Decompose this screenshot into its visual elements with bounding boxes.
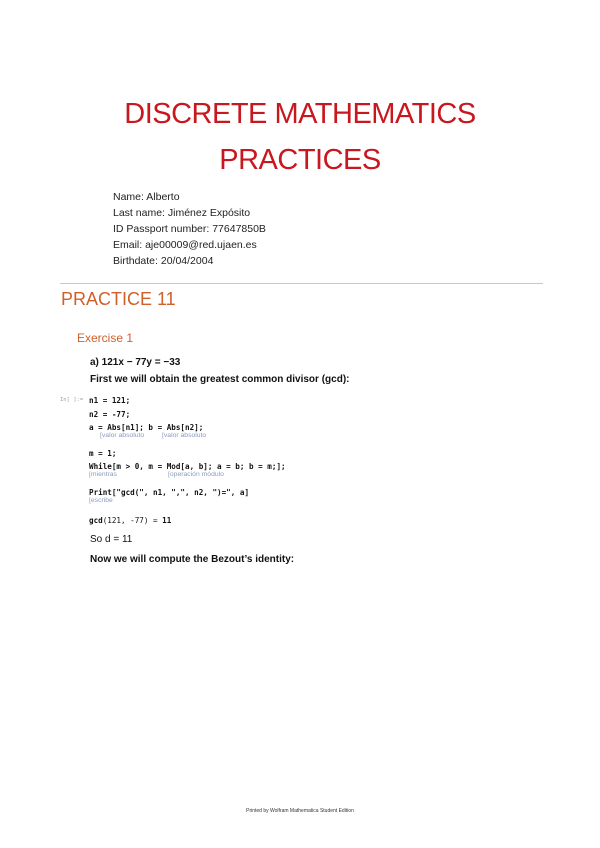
- output-args: (121, -77): [102, 516, 149, 525]
- code-line-5[interactable]: While[m > 0, m = Mod[a, b]; a = b; b = m;];: [89, 462, 286, 471]
- hint-abs-2: [valor absoluto: [162, 432, 207, 439]
- hint-print-text: escribe: [90, 497, 113, 504]
- hint-while: [mientras: [89, 471, 117, 478]
- title-line-2: PRACTICES: [219, 144, 381, 176]
- info-passport: ID Passport number: 77647850B: [113, 223, 266, 235]
- info-birthdate: Birthdate: 20/04/2004: [113, 255, 214, 267]
- next-heading: Now we will compute the Bezout’s identity:: [90, 554, 295, 565]
- hint-abs-1-text: valor absoluto: [101, 432, 145, 439]
- print-footer: Printed by Wolfram Mathematica Student Edition: [246, 808, 354, 814]
- info-email: Email: aje00009@red.ujaen.es: [113, 239, 257, 251]
- info-lastname: Last name: Jiménez Expósito: [113, 207, 251, 219]
- info-name: Name: Alberto: [113, 191, 180, 203]
- hint-mod: [operación módulo: [168, 471, 224, 478]
- output-prefix: gcd: [89, 516, 103, 525]
- hint-mod-text: operación módulo: [169, 471, 224, 478]
- hint-while-text: mientras: [90, 471, 117, 478]
- intro-text: First we will obtain the greatest common divisor (gcd):: [90, 374, 350, 385]
- hint-abs-1: [valor absoluto: [100, 432, 145, 439]
- problem-statement: a) 121x − 77y = −33: [90, 357, 181, 368]
- code-line-4[interactable]: m = 1;: [89, 449, 117, 458]
- input-cell-label: In[ ]:=: [60, 397, 84, 403]
- divider: [60, 283, 543, 284]
- output-sep: =: [148, 516, 163, 525]
- code-line-2[interactable]: n2 = -77;: [89, 410, 131, 419]
- output-value: 11: [162, 516, 172, 525]
- title-line-1: DISCRETE MATHEMATICS: [124, 98, 476, 130]
- code-line-1[interactable]: n1 = 121;: [89, 396, 131, 405]
- section-heading: PRACTICE 11: [61, 289, 176, 309]
- code-line-3[interactable]: a = Abs[n1]; b = Abs[n2];: [89, 423, 204, 432]
- code-line-6[interactable]: Print["gcd(", n1, ",", n2, ")=", a]: [89, 488, 250, 497]
- conclusion-text: So d = 11: [90, 534, 133, 545]
- subsection-heading: Exercise 1: [77, 331, 134, 345]
- hint-print: [escribe: [89, 497, 113, 504]
- hint-abs-2-text: valor absoluto: [163, 432, 207, 439]
- output-line: [89, 516, 171, 525]
